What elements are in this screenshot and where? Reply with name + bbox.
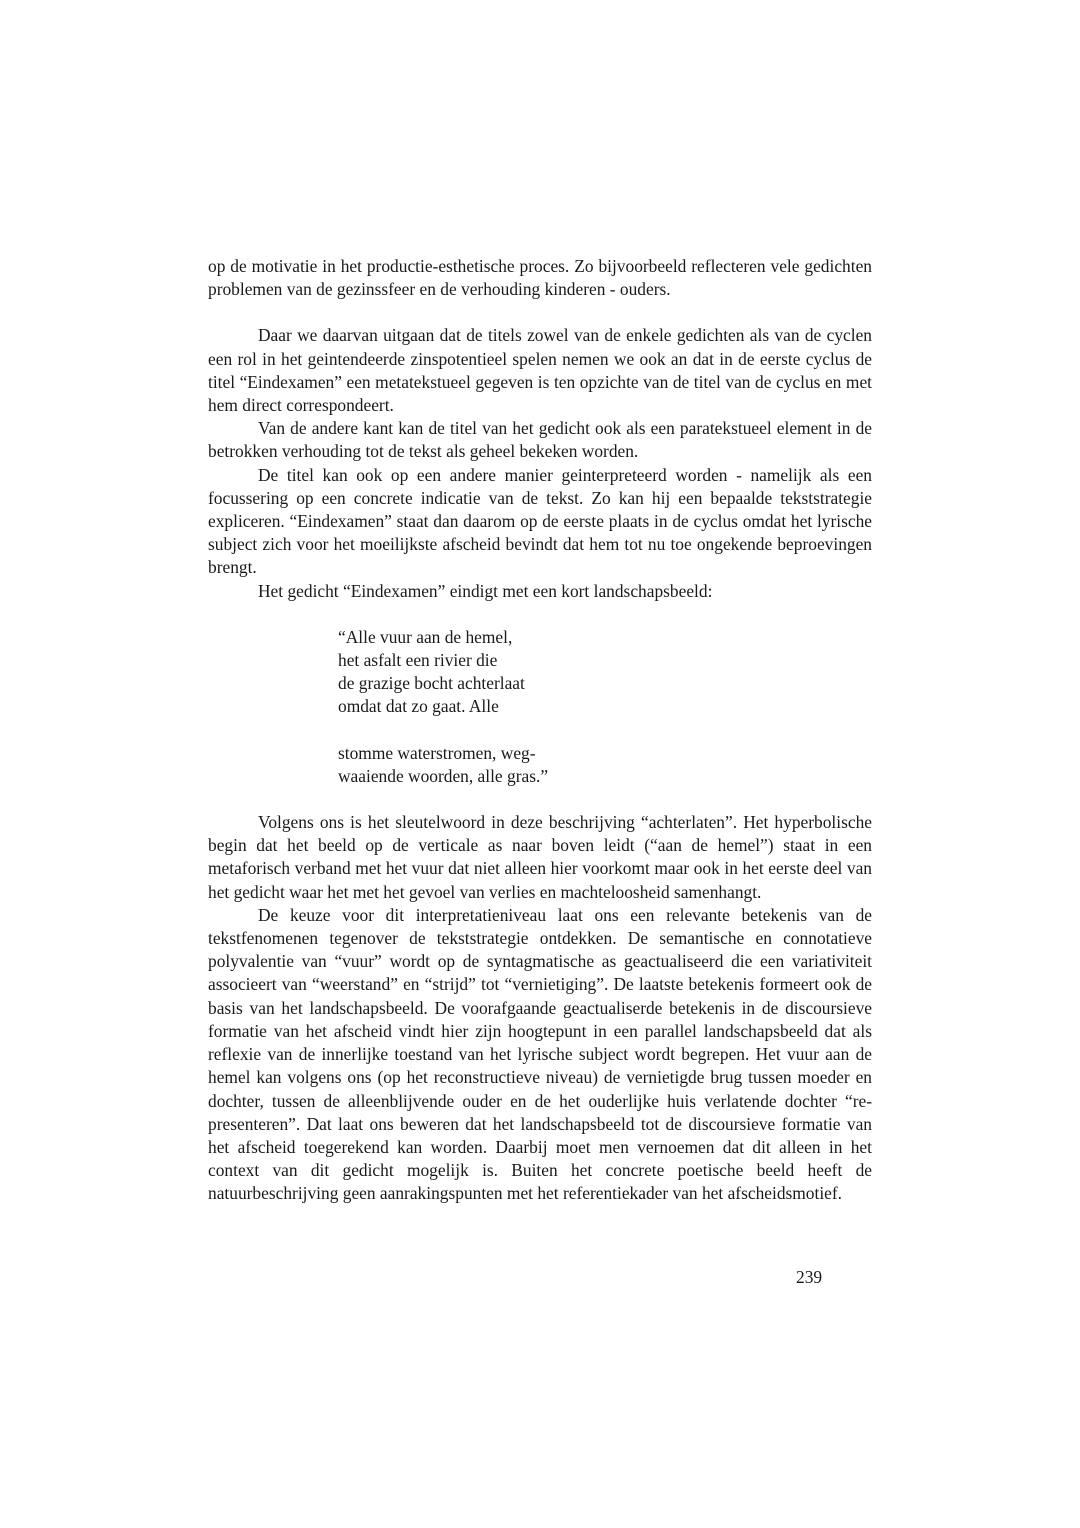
poem-stanza-2	[338, 742, 872, 788]
poem-quote	[338, 626, 872, 788]
stanza-gap	[338, 719, 872, 742]
body-text	[208, 255, 872, 1206]
poem-gap-bottom	[208, 788, 872, 811]
poem-gap-top	[208, 603, 872, 626]
paragraph-titles: Daar we daarvan uitgaan dat de titels zowel van de enkele gedichten als van de cyclen een rol in het geintendeerde zinspotentieel spelen nemen we ook an dat in de eerste cyclus de titel “Eindexamen” een metatekstueel gegeven is ten opzichte van de titel van de cyclus en met hem direct correspondeert.	[208, 325, 872, 416]
paragraph-continuation: op de motivatie in het productie-esthetische proces. Zo bijvoorbeeld reflecteren vele gedichten problemen van de gezinssfeer en de verhouding kinderen - ouders.	[208, 256, 872, 300]
poem-line: “Alle vuur aan de hemel,	[338, 626, 513, 647]
poem-line: het asfalt een rivier die	[338, 650, 498, 671]
paragraph-paratext: Van de andere kant kan de titel van het gedicht ook als een paratekstueel element in de betrokken verhouding tot de tekst als geheel bekeken worden.	[208, 418, 872, 462]
paragraph-interpretation: De keuze voor dit interpretatieniveau laat ons een relevante betekenis van de tekstfenomenen tegenover de tekststrategie ontdekken. De semantische en connotatieve polyvalentie van “vuur” wordt op de syntagmatische as geactualiseerd die een variativiteit associeert van “weerstand” en “strijd” tot “vernietiging”. De laatste betekenis formeert ook de basis van het landschapsbeeld. De voorafgaande geactualiserde betekenis in de discoursieve formatie van het afscheid vindt hier zijn hoogtepunt in een parallel landschapsbeeld dat als reflexie van de innerlijke toestand van het lyrische subject wordt begrepen. Het vuur aan de hemel kan volgens ons (op het reconstructieve niveau) de vernietigde brug tussen moeder en dochter, tussen de alleenblijvende ouder en de het ouderlijke huis verlatende dochter “re-presenteren”. Dat laat ons beweren dat het landschapsbeeld tot de discoursieve formatie van het afscheid toegerekend kan worden. Daarbij moet men vernoemen dat dit alleen in het context van dit gedicht mogelijk is. Buiten het concrete poetische beeld heeft de natuurbeschrijving geen aanrakingspunten met het referentiekader van het afscheidsmotief.	[208, 904, 872, 1204]
paragraph-keyword: Volgens ons is het sleutelwoord in deze beschrijving “achterlaten”. Het hyperbolische begin dat het beeld op de verticale as naar boven leidt (“aan de hemel”) staat in een metaforisch verband met het vuur dat niet alleen hier voorkomt maar ook in het eerste deel van het gedicht waar het met het gevoel van verlies en machteloosheid samenhangt.	[208, 812, 872, 902]
poem-line: waaiende woorden, alle gras.”	[338, 765, 549, 786]
paragraph-poem-intro: Het gedicht “Eindexamen” eindigt met een kort landschapsbeeld:	[258, 580, 713, 601]
poem-stanza-1	[338, 626, 872, 719]
page-number: 239	[796, 1267, 823, 1287]
paragraph-gap	[208, 301, 872, 324]
poem-line: stomme waterstromen, weg-	[338, 742, 536, 763]
poem-line: de grazige bocht achterlaat	[338, 673, 525, 694]
poem-line: omdat dat zo gaat. Alle	[338, 696, 499, 717]
paragraph-focus: De titel kan ook op een andere manier geinterpreteerd worden - namelijk als een focussering op een concrete indicatie van de tekst. Zo kan hij een bepaalde tekststrategie expliceren. “Eindexamen” staat dan daarom op de eerste plaats in de cyclus omdat het lyrische subject zich voor het moeilijkste afscheid bevindt dat hem tot nu toe ongekende beproevingen brengt.	[208, 464, 872, 578]
